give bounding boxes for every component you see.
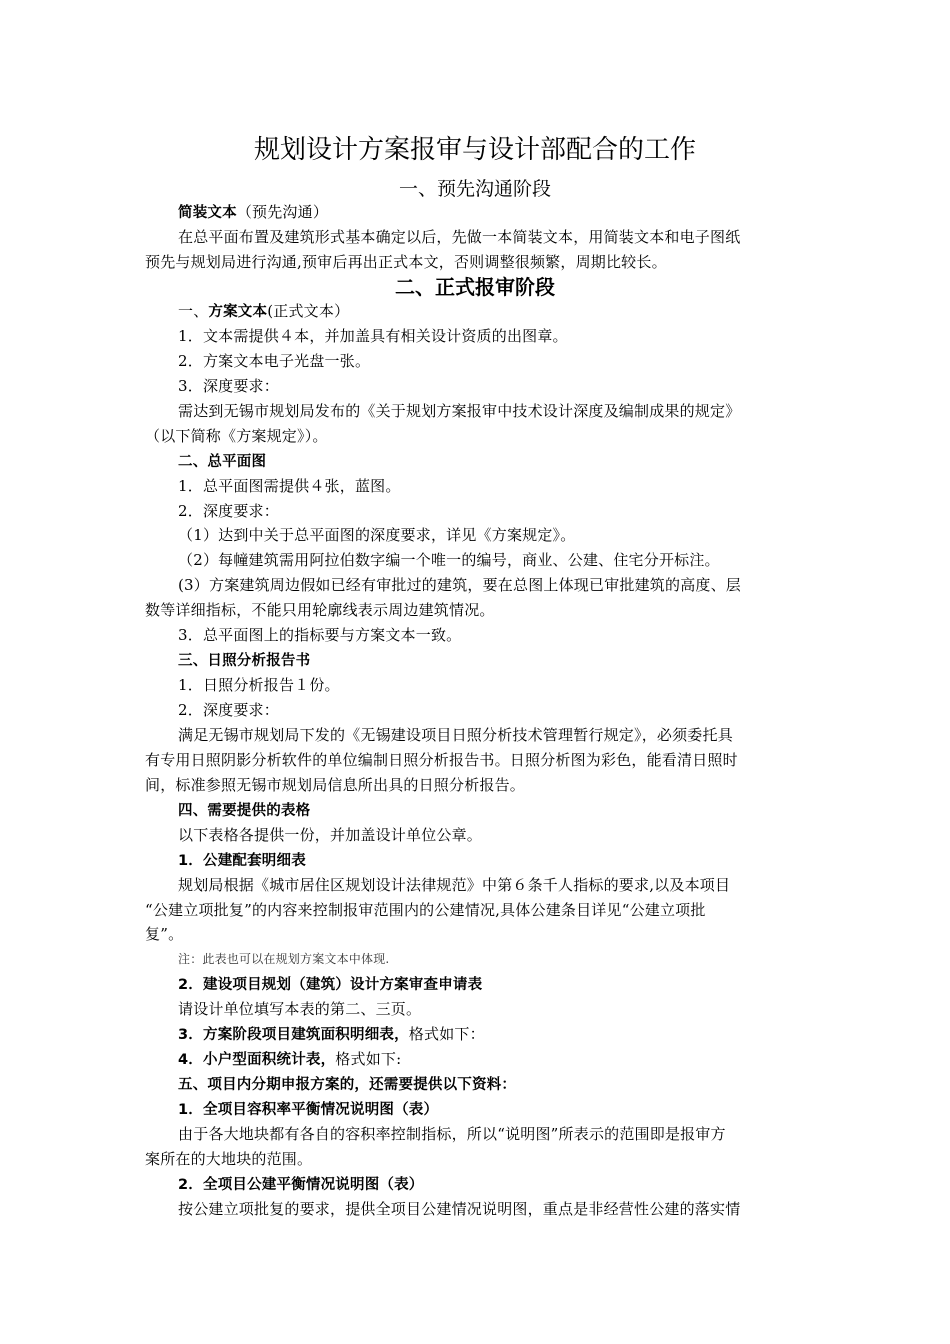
subheading-rest: (正式文本）: [267, 302, 350, 320]
list-item: 3．深度要求：: [178, 377, 279, 395]
paragraph-line: 有专用日照阴影分析软件的单位编制日照分析报告书。日照分析图为彩色，能看清日照时: [145, 751, 738, 769]
subheading-rest: 格式如下：: [408, 1025, 485, 1043]
paragraph-line: “公建立项批复”的内容来控制报审范围内的公建情况,具体公建条目详见“公建立项批: [145, 901, 706, 919]
list-item: （2）每幢建筑需用阿拉伯数字编一个唯一的编号，商业、公建、住宅分开标注。: [178, 551, 720, 569]
subheading-bold: 四、需要提供的表格: [178, 803, 311, 819]
paragraph-line: 间，标准参照无锡市规划局信息所出具的日照分析报告。: [145, 776, 526, 794]
section-heading-formal-review: 二、正式报审阶段: [395, 275, 555, 299]
subheading-required-forms: [178, 799, 310, 822]
subheading-far-balance: [178, 1098, 438, 1121]
paragraph-line: 按公建立项批复的要求，提供全项目公建情况说明图，重点是非经营性公建的落实情: [178, 1200, 741, 1218]
list-item: （1）达到中关于总平面图的深度要求，详见《方案规定》。: [178, 526, 576, 544]
paragraph-line: (3）方案建筑周边假如已经有审批过的建筑，要在总图上体现已审批建筑的高度、层: [178, 576, 741, 594]
subheading-bold: 1．公建配套明细表: [178, 853, 306, 869]
section-heading-pre-communication: 一、预先沟通阶段: [398, 178, 551, 200]
subheading-small-unit-table: [178, 1048, 401, 1071]
subheading-simple-text: [178, 201, 328, 224]
paragraph-line: 规划局根据《城市居住区规划设计法律规范》中第６条千人指标的要求,以及本项目: [178, 876, 731, 894]
subheading-application-form: [178, 973, 482, 996]
paragraph-line: 案所在的大地块的范围。: [145, 1150, 313, 1168]
subheading-rest: （预先沟通）: [236, 203, 329, 221]
paragraph-line: 数等详细指标，不能只用轮廓线表示周边建筑情况。: [145, 601, 495, 619]
paragraph-line: 需达到无锡市规划局发布的《关于规划方案报审中技术设计深度及编制成果的规定》: [178, 402, 741, 420]
paragraph-line: 以下表格各提供一份，并加盖设计单位公章。: [178, 826, 483, 844]
paragraph-line: 复”。: [145, 925, 184, 943]
subheading-area-table: [178, 1023, 485, 1046]
subheading-bold: 4．小户型面积统计表，: [178, 1052, 336, 1068]
subheading-prefix: 一、: [178, 302, 209, 320]
document-title: 规划设计方案报审与设计部配合的工作: [253, 135, 696, 165]
footnote: 注：此表也可以在规划方案文本中体现.: [178, 952, 390, 966]
list-item: 1．文本需提供４本，并加盖具有相关设计资质的出图章。: [178, 327, 568, 345]
subheading-scheme-text: [178, 300, 349, 323]
paragraph-line: 预先与规划局进行沟通,预审后再出正式本文，否则调整很频繁，周期比较长。: [145, 253, 667, 271]
subheading-rest: 格式如下:: [335, 1050, 402, 1068]
list-item: 1．日照分析报告１份。: [178, 676, 340, 694]
list-item: 3．总平面图上的指标要与方案文本一致。: [178, 626, 462, 644]
list-item: 1．总平面图需提供４张，蓝图。: [178, 477, 401, 495]
subheading-bold: 方案文本: [208, 304, 268, 320]
subheading-public-facilities: [178, 849, 306, 872]
subheading-bold: 3．方案阶段项目建筑面积明细表，: [178, 1027, 409, 1043]
subheading-site-plan: [178, 450, 266, 473]
subheading-bold: 简装文本: [178, 205, 237, 221]
list-item: 2．方案文本电子光盘一张。: [178, 352, 371, 370]
subheading-bold: 1．全项目容积率平衡情况说明图（表）: [178, 1102, 439, 1118]
subheading-bold: 2．建设项目规划（建筑）设计方案审查申请表: [178, 977, 483, 993]
subheading-bold: 二、总平面图: [178, 454, 267, 470]
subheading-bold: 2．全项目公建平衡情况说明图（表）: [178, 1177, 424, 1193]
subheading-sunlight-report: [178, 649, 310, 672]
paragraph-line: 在总平面布置及建筑形式基本确定以后，先做一本简装文本，用简装文本和电子图纸: [178, 228, 741, 246]
list-item: 2．深度要求：: [178, 701, 279, 719]
list-item: 2．深度要求：: [178, 502, 279, 520]
paragraph-line: 满足无锡市规划局下发的《无锡建设项目日照分析技术管理暂行规定》，必须委托具: [178, 726, 733, 744]
paragraph-line: 请设计单位填写本表的第二、三页。: [178, 1000, 422, 1018]
paragraph-line: 由于各大地块都有各自的容积率控制指标，所以“说明图”所表示的范围即是报审方: [178, 1125, 726, 1143]
subheading-bold: 五、项目内分期申报方案的，还需要提供以下资料：: [178, 1077, 517, 1093]
subheading-phased-application: [178, 1073, 516, 1096]
subheading-bold: 三、日照分析报告书: [178, 653, 311, 669]
subheading-public-balance: [178, 1173, 424, 1196]
paragraph-line: （以下简称《方案规定》）。: [145, 427, 328, 445]
